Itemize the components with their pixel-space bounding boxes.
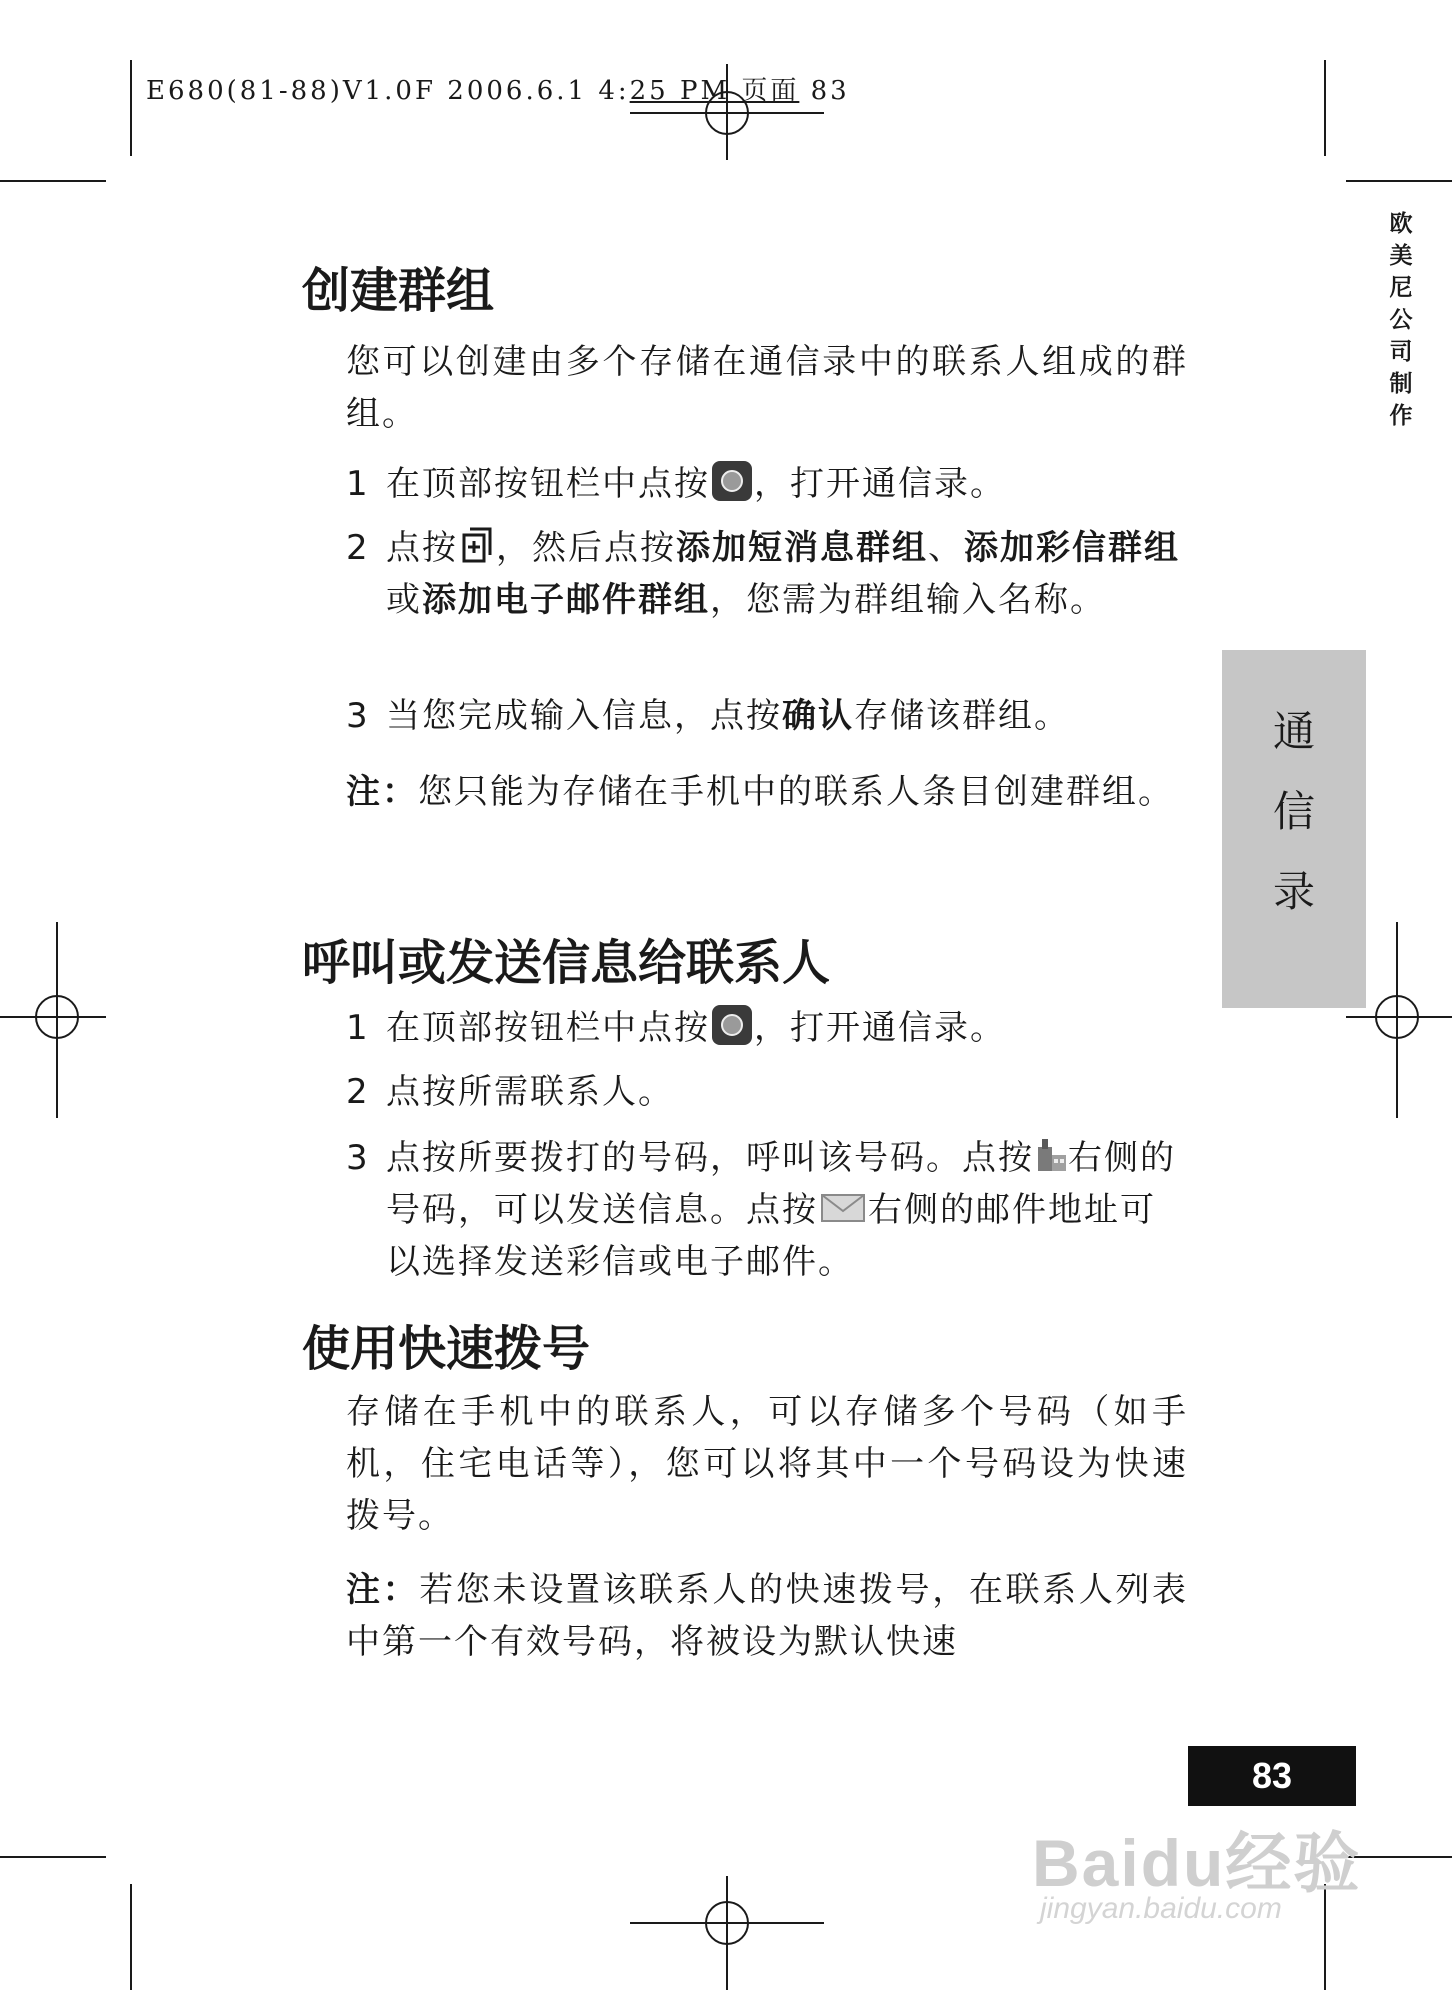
section-intro: 存储在手机中的联系人，可以存储多个号码（如手机，住宅电话等），您可以将其中一个号码设为快速拨号。	[346, 1392, 1188, 1536]
section-title-create-group: 创建群组	[302, 263, 495, 319]
step-number: 2	[346, 528, 370, 568]
note	[346, 766, 1188, 818]
side-brand-char: 公	[1389, 307, 1413, 333]
crop-mark	[1324, 60, 1326, 156]
contacts-app-icon	[712, 1005, 752, 1045]
step-item	[346, 690, 1188, 742]
crop-mark	[1346, 1856, 1452, 1858]
step-text: 右侧的号码，可以发送信息。点按	[386, 1138, 1176, 1230]
note-label: 注：	[346, 1570, 420, 1610]
step-text: 点按所要拨打的号码，呼叫该号码。点按	[386, 1138, 1034, 1178]
chapter-tab-char: 通	[1272, 707, 1315, 756]
registration-circle	[1375, 995, 1419, 1039]
side-brand-char: 欧	[1389, 211, 1413, 237]
chapter-tab	[1222, 650, 1366, 1008]
crop-mark	[0, 1856, 106, 1858]
step-text: 点按	[386, 528, 458, 568]
step-number: 3	[346, 696, 370, 736]
step-number: 2	[346, 1072, 370, 1112]
page-number: 83	[1188, 1746, 1356, 1806]
step-text: 右侧的邮件地址可以选择发送彩信或电子邮件。	[386, 1190, 1156, 1282]
contacts-app-icon	[712, 461, 752, 501]
section-intro: 您可以创建由多个存储在通信录中的联系人组成的群组。	[346, 342, 1188, 434]
print-header	[146, 70, 850, 107]
step-item	[346, 458, 1188, 510]
step-number: 3	[346, 1138, 370, 1178]
step-text: 存储该群组。	[854, 696, 1070, 736]
step-text: ，打开通信录。	[754, 1008, 1006, 1048]
registration-circle	[35, 995, 79, 1039]
menu-option-mms-group: 添加彩信群组	[964, 528, 1180, 568]
crop-mark	[130, 1884, 132, 1990]
step-text: 点按所需联系人。	[386, 1072, 674, 1112]
mail-icon	[820, 1191, 866, 1223]
header-page-ref: 83	[810, 76, 850, 106]
side-brand-char: 作	[1389, 403, 1413, 429]
note-text: 若您未设置该联系人的快速拨号，在联系人列表中第一个有效号码，将被设为默认快速	[346, 1570, 1189, 1662]
note-text: 您只能为存储在手机中的联系人条目创建群组。	[418, 772, 1174, 812]
step-number: 1	[346, 1008, 370, 1048]
note	[346, 1564, 1188, 1668]
side-brand-char: 制	[1389, 371, 1413, 397]
menu-option-sms-group: 添加短消息群组	[676, 528, 928, 568]
note-label: 注：	[346, 772, 418, 812]
chapter-tab-char: 录	[1272, 867, 1315, 916]
registration-circle	[705, 1901, 749, 1945]
crop-mark	[0, 180, 106, 182]
crop-mark	[1346, 180, 1452, 182]
phone-icon	[1034, 1137, 1068, 1173]
section-title-speed-dial: 使用快速拨号	[302, 1321, 591, 1377]
step-text: ，打开通信录。	[754, 464, 1006, 504]
step-item	[346, 1066, 1188, 1118]
side-brand-char: 尼	[1389, 275, 1413, 301]
chapter-tab-char: 信	[1272, 787, 1315, 836]
header-file-info: E680(81-88)V1.0F 2006.6.1 4:	[146, 76, 630, 106]
step-item	[346, 1002, 1188, 1054]
step-separator: 、	[928, 528, 964, 568]
header-time: 25 PM 页面	[629, 76, 800, 106]
step-text: 当您完成输入信息，点按	[386, 696, 782, 736]
crop-mark	[130, 60, 132, 156]
baidu-watermark: Baidu经验	[1032, 1826, 1362, 1900]
step-item	[346, 1132, 1188, 1288]
section-title-call-contact: 呼叫或发送信息给联系人	[302, 935, 831, 991]
step-text: ，您需为群组输入名称。	[710, 580, 1106, 620]
side-brand-char: 司	[1389, 339, 1413, 365]
step-number: 1	[346, 464, 370, 504]
step-item	[346, 522, 1188, 626]
menu-option-confirm: 确认	[782, 696, 854, 736]
step-text: 在顶部按钮栏中点按	[386, 1008, 710, 1048]
step-separator: 或	[386, 580, 422, 620]
side-brand	[1384, 208, 1418, 432]
step-text: ，然后点按	[496, 528, 676, 568]
baidu-watermark-url: jingyan.baidu.com	[1040, 1892, 1282, 1925]
side-brand-char: 美	[1389, 243, 1413, 269]
new-entry-icon	[462, 527, 492, 565]
step-text: 在顶部按钮栏中点按	[386, 464, 710, 504]
menu-option-email-group: 添加电子邮件群组	[422, 580, 710, 620]
